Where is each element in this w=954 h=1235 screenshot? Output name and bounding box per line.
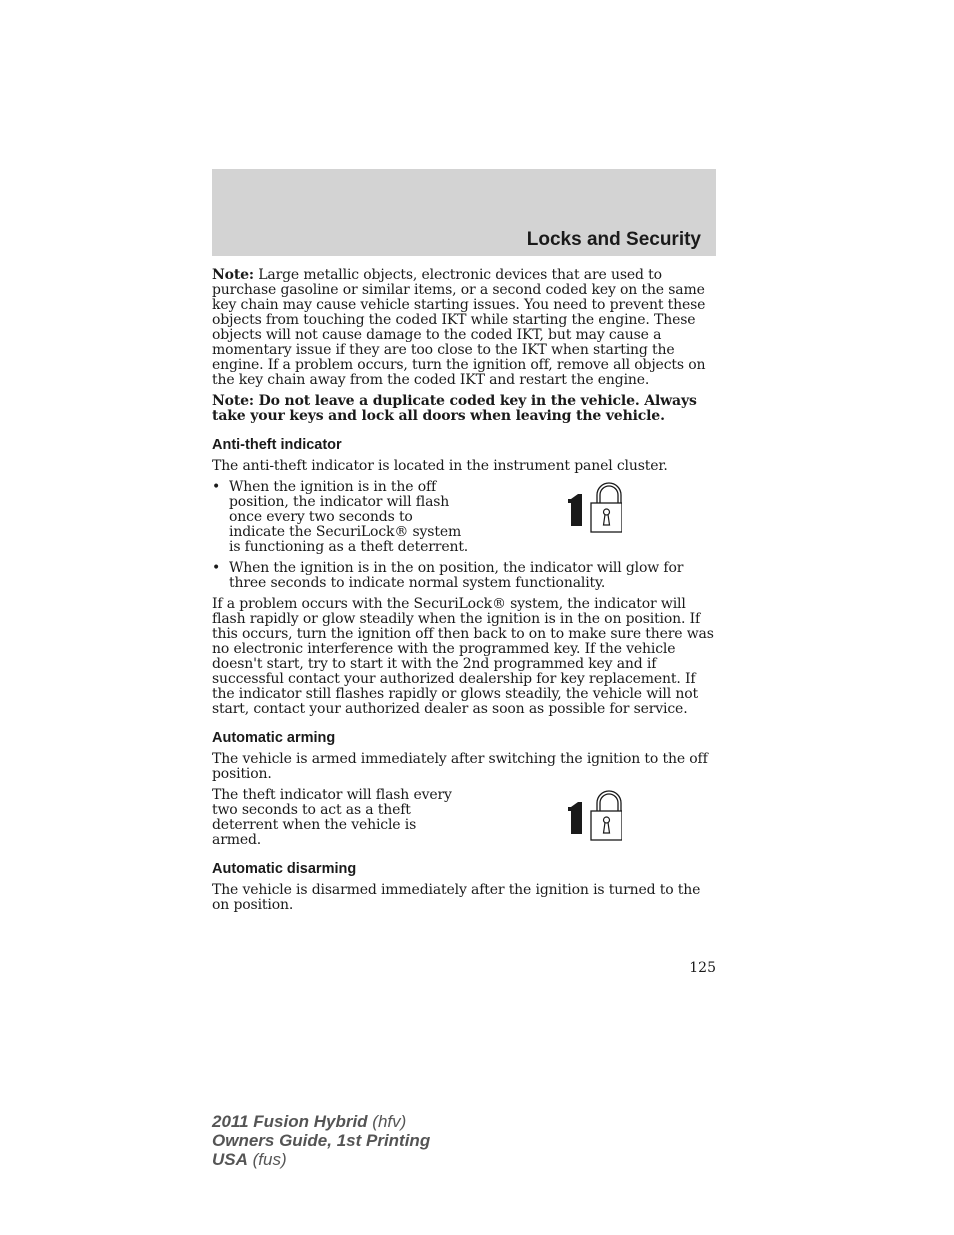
note-paragraph [212,268,716,388]
vehicle-padlock-icon [562,482,622,534]
vehicle-padlock-icon [562,790,622,842]
header-band [212,169,716,256]
arming-indicator-text: The theft indicator will flash every two seconds to act as a theft deterrent when the vehicle is armed. [212,787,452,848]
heading-anti-theft: Anti-theft indicator [212,437,342,453]
footer-line-1 [212,1112,430,1131]
footer-market: USA [212,1150,248,1169]
warning-note: Note: Do not leave a duplicate coded key in the vehicle. Always take your keys and lock all doors when leaving the vehicle. [212,393,697,424]
arming-text: The vehicle is armed immediately after switching the ignition to the off position. [212,751,708,782]
bullet-dot: • [212,560,221,576]
bullet-item-off [212,480,716,555]
footer-line-2: Owners Guide, 1st Printing [212,1131,431,1150]
bullet-item-on [212,561,716,591]
anti-theft-intro: The anti-theft indicator is located in the instrument panel cluster. [212,458,668,474]
section-title: Locks and Security [526,229,701,250]
arming-indicator-block [212,788,716,848]
heading-automatic-arming: Automatic arming [212,730,336,746]
problem-paragraph: If a problem occurs with the SecuriLock® system, the indicator will flash rapidly or glow steadily when the ignition is in the on position. If this occurs, turn the ignition off then back to on to make sure there was no electronic interference with the programmed key. If the vehicle doesn't start, try to start it with the 2nd programmed key and if successful contact your authorized dealership for key replacement. If the indicator still flashes rapidly or glows steadily, the vehicle will not start, contact your authorized dealer as soon as possible for service. [212,596,714,717]
heading-automatic-disarming: Automatic disarming [212,861,357,877]
footer-model: 2011 Fusion Hybrid [212,1112,368,1131]
disarming-text: The vehicle is disarmed immediately after the ignition is turned to the on position. [212,882,701,913]
note-label: Note: [212,267,254,283]
footer-market-code: (fus) [247,1150,287,1169]
footer-line-3 [212,1150,430,1169]
footer-model-code: (hfv) [367,1112,407,1131]
bullet-dot: • [212,479,221,495]
note-text: Large metallic objects, electronic devices that are used to purchase gasoline or similar items, or a second coded key on the same key chain may cause vehicle starting issues. You need to prevent these objects from touching the coded IKT while starting the engine. These objects will not cause damage to the coded IKT, but may cause a momentary issue if they are too close to the IKT when starting the engine. If a problem occurs, turn the ignition off, remove all objects on the key chain away from the coded IKT and restart the engine. [212,267,706,388]
bullet-text-off: When the ignition is in the off position, the indicator will flash once every two seconds to indicate the SecuriLock® system is functioning as a theft deterrent. [229,479,469,555]
bullet-text-on: When the ignition is in the on position, the indicator will glow for three seconds to indicate normal system functionality. [229,560,684,591]
footer [212,1112,430,1169]
page-content [212,268,716,919]
page-number: 125 [689,960,716,976]
